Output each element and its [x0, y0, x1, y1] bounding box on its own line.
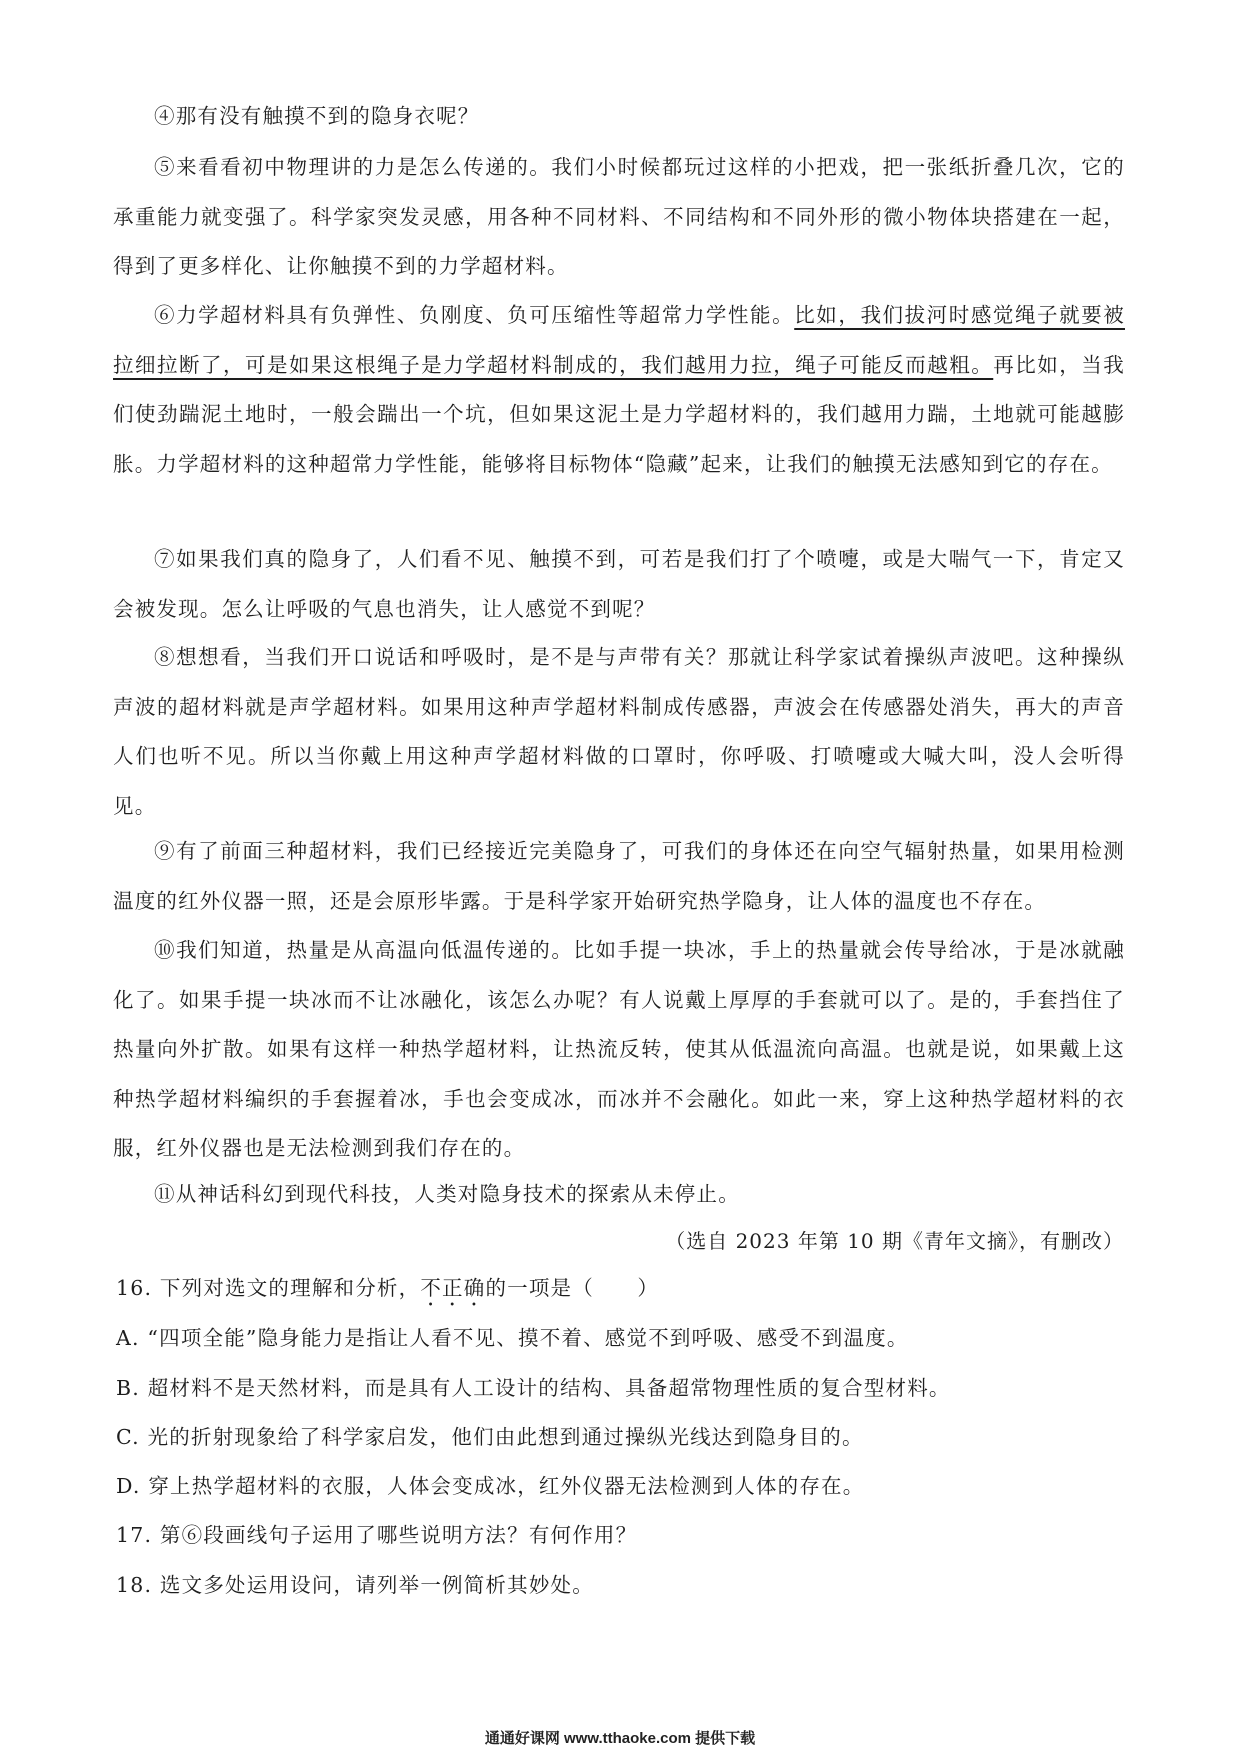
paragraph-6-end: 再比如，当我们使劲踹泥土地时，一般会踹出一个坑，但如果这泥土是力学超材料的，我们越用力踹，土地就可能越膨胀。力学超材料的这种超常力学性能，能够将目标物体“隐藏”起来，让我们的触摸无法感知到它的存在。 [113, 352, 1125, 476]
paragraph-6-start: ⑥力学超材料具有负弹性、负刚度、负可压缩性等超常力学性能。 [154, 303, 795, 327]
question-18: 18. 选文多处运用设问，请列举一例简析其妙处。 [116, 1573, 594, 1597]
question-16 [116, 1271, 1126, 1311]
source-citation: （选自 2023 年第 10 期《青年文摘》，有删改） [665, 1229, 1124, 1253]
footer-watermark: 通通好课网 www.tthaoke.com 提供下载 [484, 1730, 756, 1747]
paragraph-6 [113, 291, 1125, 489]
paragraph-10: ⑩我们知道，热量是从高温向低温传递的。比如手提一块冰，手上的热量就会传导给冰，于是冰就融化了。如果手提一块冰而不让冰融化，该怎么办呢？有人说戴上厚厚的手套就可以了。是的，手套挡住了热量向外扩散。如果有这样一种热学超材料，让热流反转，使其从低温流向高温。也就是说，如果戴上这种热学超材料编织的手套握着冰，手也会变成冰，而冰并不会融化。如此一来，穿上这种热学超材料的衣服，红外仪器也是无法检测到我们存在的。 [113, 938, 1125, 1160]
option-c: C. 光的折射现象给了科学家启发，他们由此想到通过操纵光线达到隐身目的。 [116, 1425, 864, 1449]
paragraph-4: ④那有没有触摸不到的隐身衣呢？ [154, 104, 480, 128]
paragraph-6-underlined-sentence: 比如，我们拔河时感觉绳子就要被拉细拉断了，可是如果这根绳子是力学超材料制成的，我们越用力拉，绳子可能反而越粗。 [113, 303, 1125, 377]
option-b: B. 超材料不是天然材料，而是具有人工设计的结构、具备超常物理性质的复合型材料。 [116, 1376, 951, 1400]
paragraph-11: ⑪从神话科幻到现代科技，人类对隐身技术的探索从未停止。 [154, 1182, 740, 1206]
question-16-suffix: 的一项是（ ） [485, 1276, 660, 1300]
option-a: A. “四项全能”隐身能力是指让人看不见、摸不着、感觉不到呼吸、感受不到温度。 [116, 1326, 909, 1350]
question-16-prefix: 16. 下列对选文的理解和分析， [116, 1276, 421, 1300]
question-16-emphasis: 不正确 [420, 1276, 486, 1300]
paragraph-8: ⑧想想看，当我们开口说话和呼吸时，是不是与声带有关？那就让科学家试着操纵声波吧。这种操纵声波的超材料就是声学超材料。如果用这种声学超材料制成传感器，声波会在传感器处消失，再大的声音人们也听不见。所以当你戴上用这种声学超材料做的口罩时，你呼吸、打喷嚏或大喊大叫，没人会听得见。 [113, 645, 1125, 818]
option-d: D. 穿上热学超材料的衣服，人体会变成冰，红外仪器无法检测到人体的存在。 [116, 1474, 865, 1498]
paragraph-5: ⑤来看看初中物理讲的力是怎么传递的。我们小时候都玩过这样的小把戏，把一张纸折叠几次，它的承重能力就变强了。科学家突发灵感，用各种不同材料、不同结构和不同外形的微小物体块搭建在一起，得到了更多样化、让你触摸不到的力学超材料。 [113, 155, 1125, 278]
paragraph-7: ⑦如果我们真的隐身了，人们看不见、触摸不到，可若是我们打了个喷嚏，或是大喘气一下，肯定又会被发现。怎么让呼吸的气息也消失，让人感觉不到呢？ [113, 547, 1125, 621]
question-17: 17. 第⑥段画线句子运用了哪些说明方法？有何作用？ [116, 1523, 638, 1547]
paragraph-9: ⑨有了前面三种超材料，我们已经接近完美隐身了，可我们的身体还在向空气辐射热量，如果用检测温度的红外仪器一照，还是会原形毕露。于是科学家开始研究热学隐身，让人体的温度也不存在。 [113, 839, 1125, 913]
